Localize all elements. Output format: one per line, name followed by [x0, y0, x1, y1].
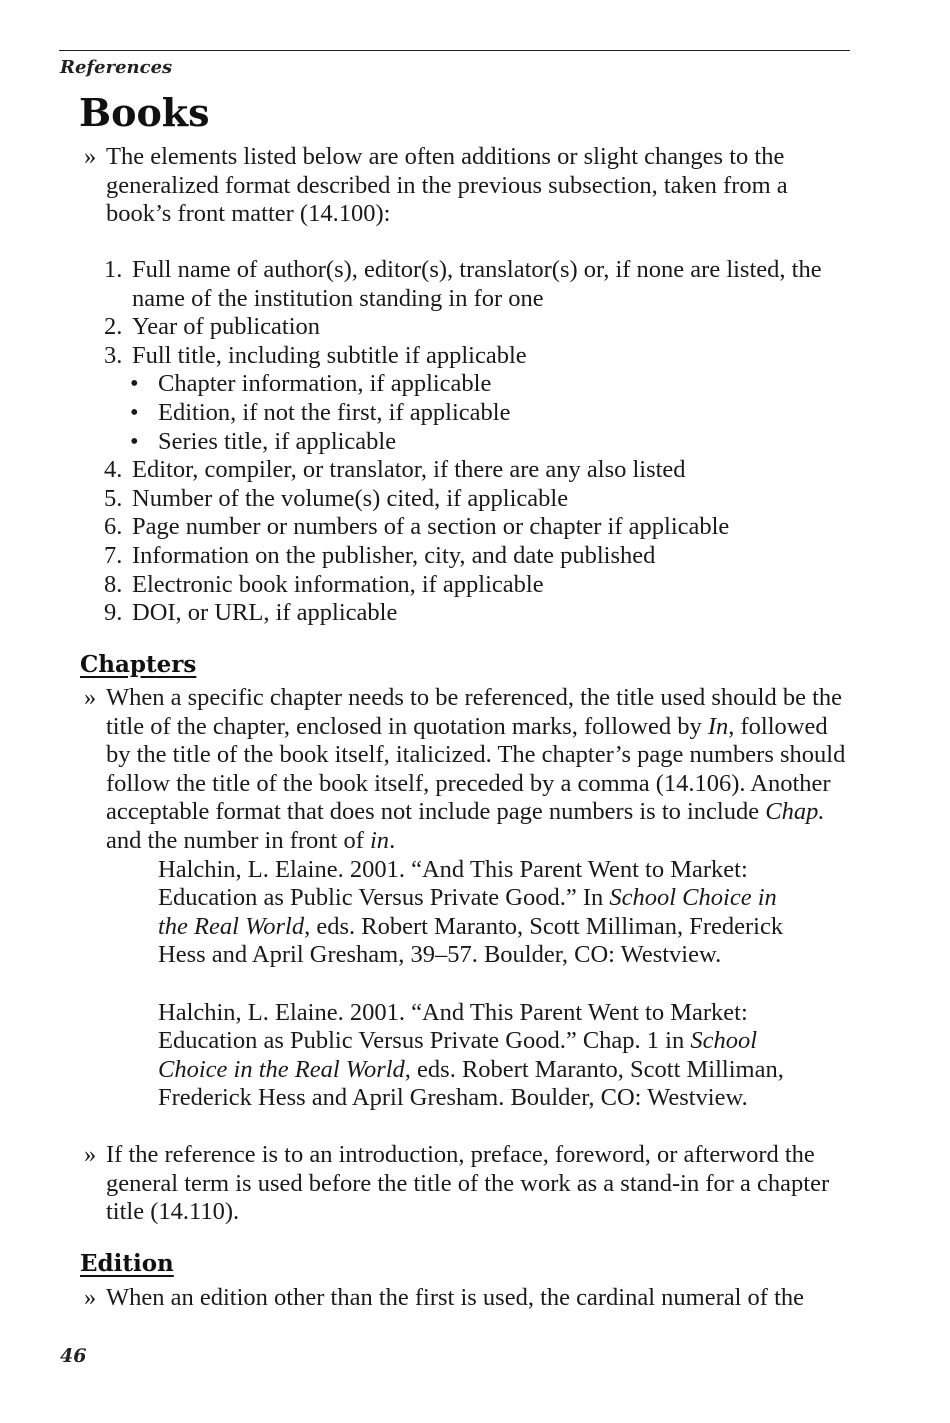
bullet-item: [0, 370, 862, 399]
bullet-dot: •: [130, 370, 139, 398]
list-item-text: Page number or numbers of a section or chapter if applicable: [132, 513, 730, 541]
citation-text: , eds. Robert Maranto, Scott Milliman, Frederick Hess and April Gresham. Boulder, CO: Westview.: [158, 1055, 784, 1112]
elements-list: [0, 256, 950, 628]
chapters-heading: Chapters: [80, 651, 197, 678]
list-item-text: Electronic book information, if applicable: [132, 570, 544, 598]
citation-text: Halchin, L. Elaine. 2001. “And This Parent Went to Market: Education as Public Versus Private Good.” In: [158, 855, 748, 912]
bullet-item: [0, 428, 862, 457]
edition-section: [0, 1284, 950, 1313]
bullet-item-text: Series title, if applicable: [158, 427, 397, 455]
list-number: 5.: [104, 484, 123, 512]
edition-text: When an edition other than the first is used, the cardinal numeral of the: [106, 1284, 805, 1311]
guillemet-marker: »: [84, 1141, 97, 1168]
list-number: 8.: [104, 570, 123, 598]
chapters-section-2: [0, 1141, 950, 1227]
chapters-paragraph-2: [0, 1141, 854, 1227]
chapters-text-g: .: [389, 826, 396, 854]
list-item: [0, 542, 862, 571]
citation-example-1: [0, 856, 798, 970]
list-number: 1.: [104, 256, 123, 283]
guillemet-marker: »: [84, 684, 97, 711]
intro-section: [0, 143, 950, 229]
spacer: [0, 970, 950, 999]
intro-text: The elements listed below are often additions or slight changes to the generalized format described in the previous subsection, taken from a book’s front matter (14.100):: [106, 143, 788, 228]
list-item-text: Editor, compiler, or translator, if there are any also listed: [132, 456, 686, 484]
list-item: [0, 313, 862, 342]
elements-list-section: [0, 256, 950, 628]
chapters-text-in: In: [707, 712, 729, 740]
intro-paragraph: [0, 143, 854, 229]
list-item: [0, 342, 862, 456]
citation-text: Halchin, L. Elaine. 2001. “And This Parent Went to Market: Education as Public Versus Private Good.” Chap. 1 in: [158, 998, 748, 1055]
list-item: [0, 256, 862, 313]
list-item-text: Full name of author(s), editor(s), translator(s) or, if none are listed, the name of the institution standing in for one: [132, 256, 822, 312]
list-item: [0, 456, 862, 485]
bullet-dot: •: [130, 398, 139, 426]
chapters-text-c: , followed by the title of the book itself, italicized. The chapter’s page numbers should follow the title of the book itself, preceded by a comma (14.106). Another acceptable format that does not include page numbers is to include: [106, 712, 846, 826]
bullet-item-text: Chapter information, if applicable: [158, 370, 492, 398]
chapters-text-e: and the number in front of: [106, 826, 370, 854]
bullet-item: [0, 399, 862, 428]
header-rule: [59, 50, 850, 51]
chapters-para2-text: If the reference is to an introduction, preface, foreword, or afterword the general term is used before the title of the work as a stand-in for a chapter title (14.110).: [106, 1141, 830, 1226]
guillemet-marker: »: [84, 143, 97, 170]
page-number: 46: [60, 1345, 87, 1367]
chapters-text-chap: Chap.: [765, 798, 825, 826]
guillemet-marker: »: [84, 1284, 97, 1311]
citation-example-2: [0, 999, 798, 1113]
chapters-text-a: When a specific chapter needs to be referenced, the title used should be the title of the chapter, enclosed in quotation marks, followed by: [106, 684, 843, 740]
list-item-text: DOI, or URL, if applicable: [132, 599, 398, 627]
citation-book-title: School Choice in the Real World: [158, 884, 777, 940]
running-head: References: [60, 57, 173, 78]
list-item-text: Number of the volume(s) cited, if applicable: [132, 484, 569, 512]
list-number: 6.: [104, 513, 123, 541]
title-subitems-list: [0, 370, 862, 456]
edition-heading: Edition: [80, 1250, 174, 1277]
list-number: 7.: [104, 541, 123, 569]
citation-text: , eds. Robert Maranto, Scott Milliman, Frederick Hess and April Gresham, 39–57. Boulder, CO: Westview.: [158, 912, 784, 969]
bullet-dot: •: [130, 427, 139, 455]
list-item: [0, 485, 862, 514]
list-item: [0, 571, 862, 600]
list-item-text: Full title, including subtitle if applicable: [132, 341, 527, 369]
chapters-section: [0, 684, 950, 1113]
list-item-text: Information on the publisher, city, and date published: [132, 541, 656, 569]
chapters-text-in-lower: in: [370, 826, 390, 854]
list-number: 2.: [104, 313, 123, 341]
list-number: 9.: [104, 599, 123, 627]
list-number: 4.: [104, 456, 123, 484]
chapters-paragraph: [0, 684, 854, 856]
edition-paragraph: [0, 1284, 854, 1313]
list-number: 3.: [104, 341, 123, 369]
list-item: [0, 599, 862, 628]
citation-book-title: School Choice in the Real World: [158, 1027, 758, 1083]
list-item-text: Year of publication: [132, 313, 321, 341]
list-item: [0, 513, 862, 542]
bullet-item-text: Edition, if not the first, if applicable: [158, 398, 511, 426]
page-title: Books: [79, 90, 210, 135]
